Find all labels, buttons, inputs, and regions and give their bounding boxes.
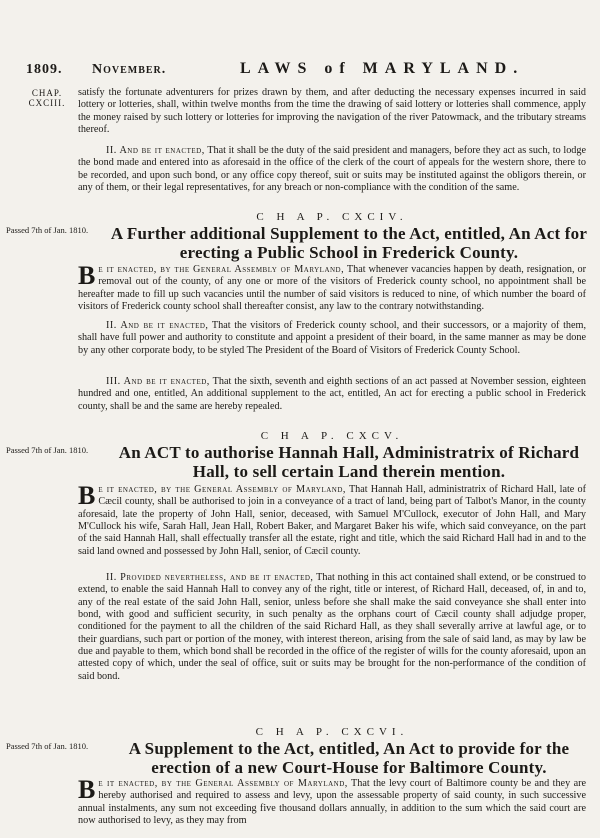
section-lead: II. And be it enacted,	[106, 320, 209, 331]
section-text: That the visitors of Frederick county school, and their successors, or a majority of them, shall have full power and authority to constitute and appoint a president of their board, in the same manner as may be done by any other corporate body, to be styled The President of the Board of Visitors of Frederick County School.	[78, 320, 586, 356]
act-title: An ACT to authorise Hannah Hall, Administratrix of Richard Hall, to sell certain Land therein mention.	[118, 443, 580, 481]
drop-cap: B	[78, 775, 96, 804]
chapter-heading: C H A P. CXCV.	[260, 430, 404, 442]
section-lead: III. And be it enacted,	[106, 376, 210, 387]
paragraph-section-3	[78, 376, 586, 413]
header-month: November.	[92, 62, 167, 77]
section-lead: II. Provided nevertheless, and be it enacted,	[106, 572, 314, 583]
section-text: That nothing in this act contained shall extend, or be construed to extend, to enable the said Hannah Hall to convey any of the right, title or interest, of Richard Hall, deceased, of, in and to, any of the real estate of the said John Hall, senior, unless before she shall make the said conveyance she shall enter into bond, with good and sufficient security, in such penalty as the orphans court of Cæcil county shall adjudge proper, conditioned for the payment to all the children of the said Richard Hall, as they shall severally arrive at lawful age, or to their guardians, such part or portion of the money, with interest thereon, arising from the sale of said land, as may by law be due and payable to them, which bond shall be recorded in the office of the register of wills for the county aforesaid, upon an attested copy of which, under the seal of office, suit or suits may be brought for the non-performance of the condition of said bond.	[78, 572, 586, 682]
paragraph-continuation: satisfy the fortunate adventurers for prizes drawn by them, and after deducting the necessary expenses incurred in said lottery or lotteries, shall, within twelve months from the time the drawing of said lottery or lotteries shall commence, apply the money raised by such lottery or lotteries for improving the navigation of the river Patowmack, and the tributary streams thereof.	[78, 87, 586, 136]
section-text: That it shall be the duty of the said president and managers, before they act as such, to lodge the bond made and entered into as aforesaid in the office of the clerk of the court of appeals for the western shore, there to be recorded, and upon such bond, or any office copy thereof, suit or suits may be instituted against the obligors therein, or any of them, or their legal representatives, for any breach or non-compliance with the condition of the same.	[78, 145, 587, 194]
header-year: 1809.	[26, 62, 63, 77]
paragraph-enacting	[78, 261, 586, 313]
passed-note: Passed 7th of Jan. 1810.	[6, 445, 89, 455]
enacting-text: That whenever vacancies happen by death, resignation, or removal out of the county, of any one or more of the visitors of Frederick county school, no appointment shall be hereafter made to fill up such vacancies until the number of said visitors is reduced to nine, of which number the board of visitors of Frederick county school shall thereafter consist, any law to the contrary notwithstanding.	[78, 264, 586, 313]
paragraph-enacting	[78, 775, 587, 827]
passed-note: Passed 7th of Jan. 1810.	[6, 741, 89, 751]
paragraph-section-2	[78, 320, 586, 357]
enacting-lead: e it enacted, by the General Assembly of Maryland,	[98, 264, 345, 275]
section-lead: II. And be it enacted,	[106, 145, 205, 156]
section-text: That the sixth, seventh and eighth sections of an act passed at November session, eighteen hundred and one, entitled, An additional supplement to the act, entitled, An act for erecting a public school in Frederick county, shall be and the same are hereby repealed.	[78, 376, 586, 412]
margin-chapter-label	[16, 88, 78, 108]
paragraph-section-2	[78, 572, 586, 683]
drop-cap: B	[78, 261, 96, 290]
chapter-heading: C H A P. CXCIV.	[256, 211, 408, 223]
act-title: A Further additional Supplement to the Act, entitled, An Act for erecting a Public School in Frederick County.	[110, 224, 588, 262]
drop-cap: B	[78, 481, 96, 510]
enacting-lead: e it enacted, by the General Assembly of Maryland,	[98, 484, 346, 495]
header-title: LAWS of MARYLAND.	[240, 60, 525, 77]
paragraph-enacting	[78, 481, 586, 558]
margin-chap-number: CXCIII.	[28, 98, 66, 108]
chapter-heading: C H A P. CXCVI.	[255, 726, 409, 738]
margin-chap-word: CHAP.	[31, 88, 63, 98]
page-header	[26, 62, 586, 82]
enacting-lead: e it enacted, by the General Assembly of Maryland,	[98, 778, 348, 789]
act-title: A Supplement to the Act, entitled, An Act to provide for the erection of a new Court-House for Baltimore County.	[128, 739, 570, 777]
enacting-text: That the levy court of Baltimore county be and they are hereby authorised and required to assess and levy, upon the assessable property of said county, in such successive annual instalments, any sum not exceeding five thousand dollars annually, in addition to the sum which the said court are now authorised to levy, as they may from	[78, 778, 587, 827]
passed-note: Passed 7th of Jan. 1810.	[6, 225, 89, 235]
paragraph-section-2	[78, 145, 586, 194]
enacting-text: That Hannah Hall, administratrix of Richard Hall, late of Cæcil county, shall be authorised to join in a conveyance of a tract of land, being part of Talbot's Manor, in the county aforesaid, late the property of John Hall, senior, deceased, with Samuel M'Cullock, executor of John Hall, and Mary M'Cullock his wife, Sarah Hall, Jean Hall, Robert Baker, and Margaret Baker his wife, which said conveyance, on the part of the said Hannah Hall, shall effectually transfer all the estate, right and title, which the said Richard Hall had in and to the said land owned and possessed by John Hall, senior, of Cæcil county.	[78, 484, 586, 557]
